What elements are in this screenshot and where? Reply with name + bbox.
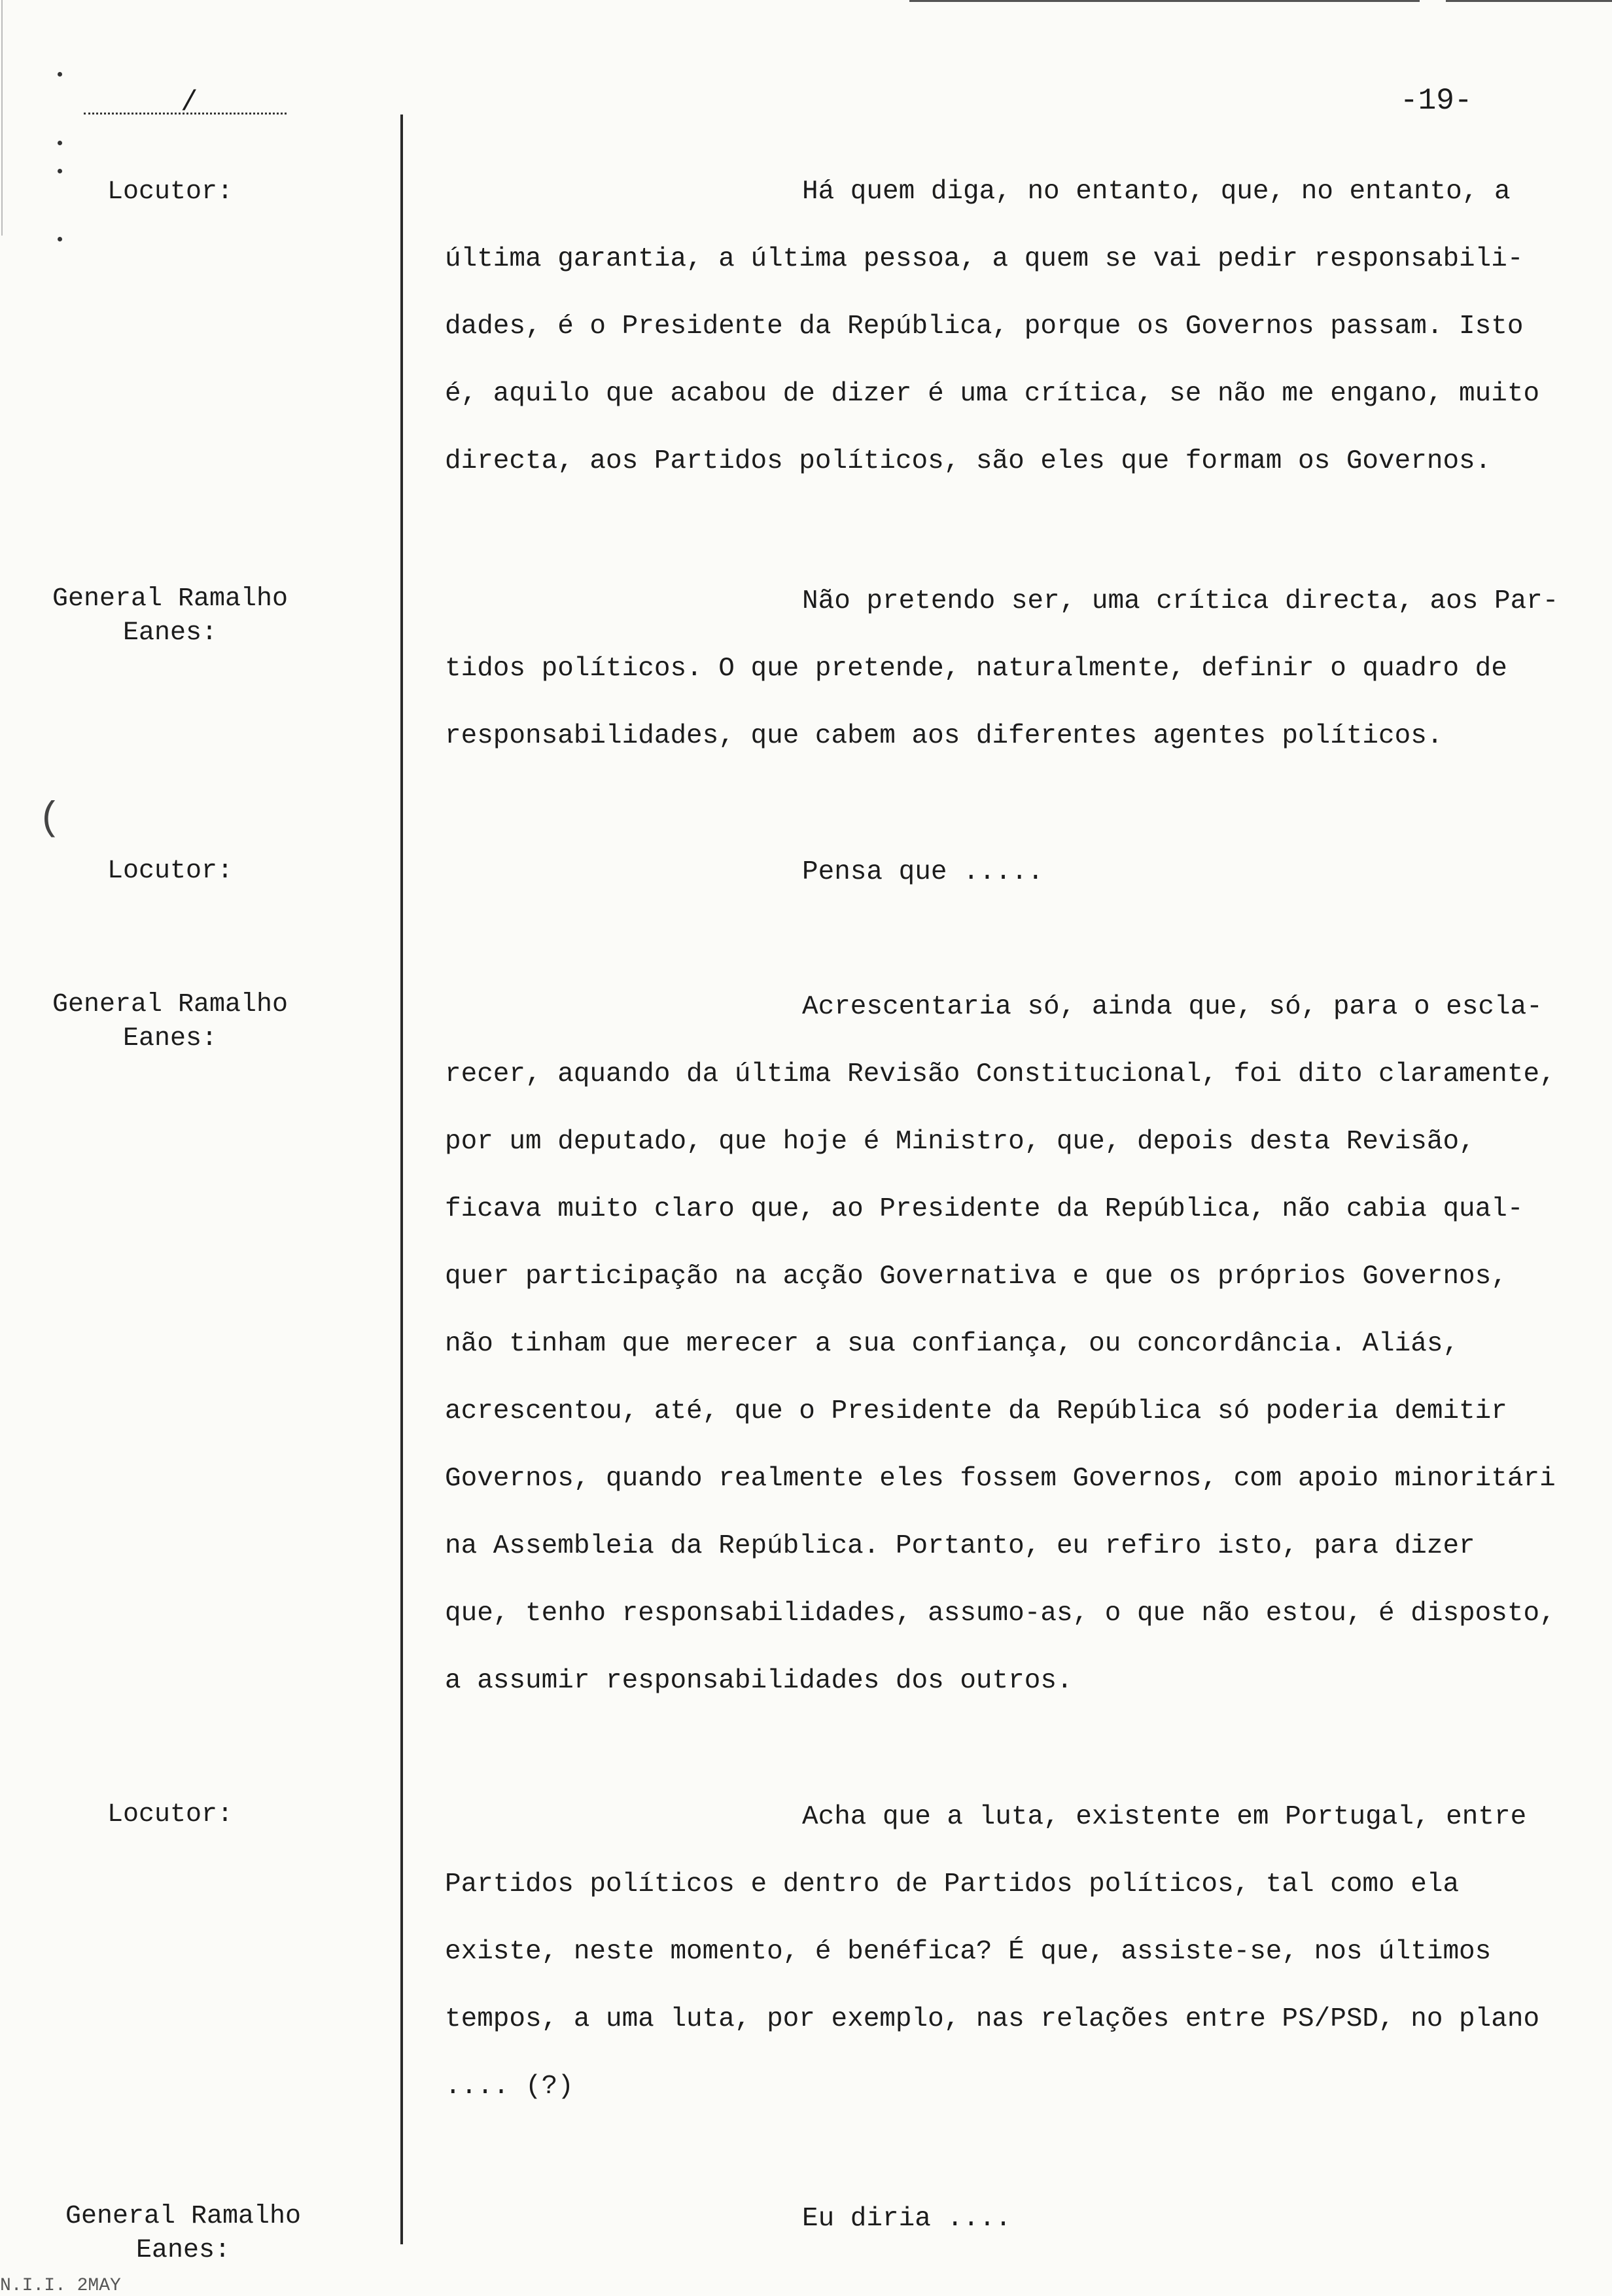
text-line: tidos políticos. O que pretende, naturalmente, definir o quadro de: [445, 654, 1507, 684]
top-edge-rule-right: [1446, 0, 1612, 2]
top-edge-rule: [909, 0, 1420, 2]
text-line: .... (?): [445, 2072, 574, 2102]
text-line: na Assembleia da República. Portanto, eu refiro isto, para dizer: [445, 1531, 1475, 1561]
speaker-name-suffix: Eanes:: [135, 2236, 231, 2265]
text-line: Eu diria ....: [802, 2204, 1011, 2234]
speaker-label: Locutor:: [107, 857, 234, 886]
text-line: Acrescentaria só, ainda que, só, para o escla-: [802, 992, 1543, 1022]
left-scan-edge: [1, 0, 3, 236]
speaker-name-suffix: Eanes:: [122, 1024, 218, 1053]
text-line: que, tenho responsabilidades, assumo-as, o que não estou, é disposto,: [445, 1598, 1556, 1629]
text-line: ficava muito claro que, ao Presidente da República, não cabia qual-: [445, 1194, 1524, 1224]
speaker-label: Locutor:: [107, 177, 234, 207]
text-line: é, aquilo que acabou de dizer é uma crítica, se não me engano, muito: [445, 379, 1540, 409]
speaker-name: General Ramalho: [52, 990, 289, 1019]
speaker-name-suffix: Eanes:: [122, 618, 218, 648]
transcript-paragraph: [445, 1784, 1603, 2121]
speaker-name: General Ramalho: [52, 584, 289, 614]
text-line: responsabilidades, que cabem aos diferentes agentes políticos.: [445, 721, 1443, 751]
text-line: quer participação na acção Governativa e que os próprios Governos,: [445, 1262, 1507, 1292]
margin-dot: [58, 169, 62, 173]
transcript-paragraph: [445, 839, 1603, 906]
speaker-name: General Ramalho: [65, 2202, 302, 2231]
transcript-paragraph: [445, 974, 1603, 1715]
transcript-paragraph: [445, 158, 1603, 495]
text-line: Acha que a luta, existente em Portugal, entre: [802, 1802, 1527, 1832]
column-divider: [400, 115, 403, 2244]
speaker-label: [33, 2200, 334, 2268]
page-number: -19-: [1400, 84, 1473, 118]
margin-paren: (: [38, 797, 62, 841]
speaker-label: Locutor:: [107, 1800, 234, 1829]
text-line: recer, aquando da última Revisão Constitucional, foi dito claramente,: [445, 1059, 1556, 1089]
margin-dot: [58, 141, 62, 145]
transcript-paragraph: [445, 2185, 1603, 2253]
text-line: Não pretendo ser, uma crítica directa, aos Par-: [802, 586, 1559, 616]
text-line: acrescentou, até, que o Presidente da República só poderia demitir: [445, 1396, 1507, 1426]
text-line: Partidos políticos e dentro de Partidos políticos, tal como ela: [445, 1869, 1460, 1899]
header-mark: /: [181, 86, 198, 119]
text-line: não tinham que merecer a sua confiança, ou concordância. Aliás,: [445, 1329, 1460, 1359]
text-line: existe, neste momento, é benéfica? É que, assiste-se, nos últimos: [445, 1937, 1492, 1967]
text-line: tempos, a uma luta, por exemplo, nas relações entre PS/PSD, no plano: [445, 2004, 1540, 2034]
margin-dot: [58, 237, 62, 241]
text-line: Governos, quando realmente eles fossem Governos, com apoio minoritári: [445, 1464, 1556, 1494]
speaker-label: [20, 988, 321, 1056]
margin-dot: [58, 72, 62, 77]
text-line: por um deputado, que hoje é Ministro, que, depois desta Revisão,: [445, 1127, 1475, 1157]
text-line: Pensa que .....: [802, 857, 1044, 887]
text-line: directa, aos Partidos políticos, são eles que formam os Governos.: [445, 446, 1492, 476]
text-line: última garantia, a última pessoa, a quem se vai pedir responsabili-: [445, 244, 1524, 274]
transcript-paragraph: [445, 568, 1603, 770]
text-line: dades, é o Presidente da República, porque os Governos passam. Isto: [445, 311, 1524, 342]
footer-stamp: N.I.I. 2MAY: [0, 2276, 121, 2296]
text-line: a assumir responsabilidades dos outros.: [445, 1666, 1073, 1696]
speaker-label: [20, 582, 321, 650]
text-line: Há quem diga, no entanto, que, no entanto, a: [802, 177, 1511, 207]
